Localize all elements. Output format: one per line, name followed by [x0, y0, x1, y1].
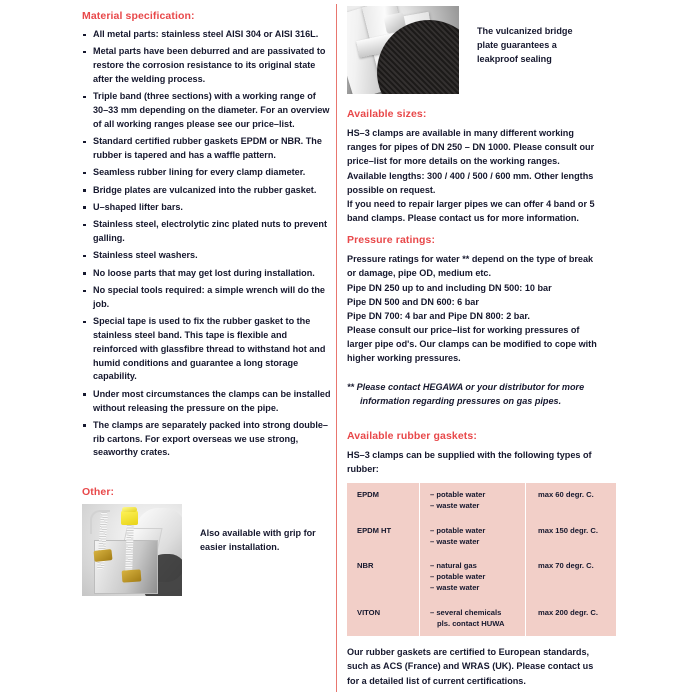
list-item: All metal parts: stainless steel AISI 304 or AISI 316L.	[82, 28, 332, 42]
list-item: Special tape is used to fix the rubber gasket to the stainless steel band. This tape is flexible and reinforced with glassfibre thread to withstand hot and humid conditions and guarantee a long storage capability.	[82, 315, 332, 384]
yellow-cap-icon	[121, 510, 138, 525]
gasket-use: – potable water	[430, 572, 486, 582]
bridge-plate-caption: The vulcanized bridge plate guarantees a leakproof sealing	[477, 26, 573, 65]
gasket-uses	[420, 519, 526, 555]
certifications-footer: Our rubber gaskets are certified to European standards, such as ACS (France) and WRAS (UK). Please contact us for a detailed list of current certifications.	[347, 647, 594, 686]
left-column	[82, 10, 332, 596]
table-row	[347, 601, 616, 637]
gasket-type: NBR	[347, 554, 420, 600]
vulcanized-bridge-plate-photo	[347, 6, 459, 94]
available-sizes-paragraph: HS–3 clamps are available in many different working ranges for pipes of DN 250 – DN 1000. Please consult our price–list for more details on the working ranges. Available lengths: 300 / 400 / 500 / 600 mm. Other lengths possible on request.	[347, 128, 595, 195]
material-specification-list	[82, 28, 332, 460]
list-item: Stainless steel, electrolytic zinc plated nuts to prevent galling.	[82, 218, 332, 246]
gasket-uses	[420, 601, 526, 637]
list-item: U–shaped lifter bars.	[82, 201, 332, 215]
clamp-with-grip-photo	[82, 504, 182, 596]
gasket-use: – waste water	[430, 536, 480, 546]
right-column	[347, 6, 597, 688]
list-item: Under most circumstances the clamps can be installed without releasing the pressure on the pipe.	[82, 388, 332, 416]
column-divider	[336, 4, 337, 692]
list-item: Metal parts have been deburred and are passivated to restore the corrosion resistance to its original state after the welding process.	[82, 45, 332, 86]
gasket-use: – potable water	[430, 525, 486, 535]
list-item: No special tools required: a simple wrench will do the job.	[82, 284, 332, 312]
table-row	[347, 554, 616, 600]
gasket-uses	[420, 483, 526, 519]
available-sizes-heading: Available sizes:	[347, 108, 427, 120]
list-item: Bridge plates are vulcanized into the rubber gasket.	[82, 184, 332, 198]
pressure-ratings-heading: Pressure ratings:	[347, 234, 436, 247]
available-rubber-gaskets-heading: Available rubber gaskets:	[347, 429, 477, 442]
pressure-ratings-paragraph: Pipe DN 700: 4 bar and Pipe DN 800: 2 bar.	[347, 310, 530, 321]
pressure-ratings-paragraph: Pressure ratings for water ** depend on the type of break or damage, pipe OD, medium etc.	[347, 254, 594, 279]
list-item: The clamps are separately packed into strong double–rib cartons. For export overseas we use strong, seaworthy crates.	[82, 419, 332, 460]
pressure-ratings-paragraph: Please consult our price–list for working pressures of larger pipe od's. Our clamps can be modified to cope with higher working pressures.	[347, 325, 597, 364]
available-sizes-paragraph: If you need to repair larger pipes we can offer 4 band or 5 band clamps. Please contact us for more information.	[347, 198, 595, 224]
pressure-ratings-paragraph: Pipe DN 250 up to and including DN 500: 10 bar	[347, 282, 552, 293]
gasket-use: pls. contact HUWA	[437, 618, 505, 628]
gasket-use: – several chemicals	[430, 607, 502, 617]
bridge-plate-photo-row	[347, 6, 597, 94]
gasket-uses	[420, 554, 526, 600]
other-photo-caption: Also available with grip for easier installation.	[200, 527, 316, 552]
gasket-type: VITON	[347, 601, 420, 637]
list-item: Standard certified rubber gaskets EPDM or NBR. The rubber is tapered and has a waffle pattern.	[82, 135, 332, 163]
table-row	[347, 519, 616, 555]
gas-pipes-footnote: ** Please contact HEGAWA or your distributor for more information regarding pressures on gas pipes.	[347, 381, 585, 406]
gasket-use: – potable water	[430, 490, 486, 500]
gasket-temperature: max 70 degr. C.	[526, 554, 617, 600]
gasket-type: EPDM HT	[347, 519, 420, 555]
pressure-ratings-paragraph: Pipe DN 500 and DN 600: 6 bar	[347, 296, 479, 307]
gasket-temperature: max 200 degr. C.	[526, 601, 617, 637]
other-heading: Other:	[82, 485, 115, 498]
table-row	[347, 483, 616, 519]
rubber-gaskets-intro: HS–3 clamps can be supplied with the following types of rubber:	[347, 449, 592, 475]
gasket-use: – natural gas	[430, 561, 477, 571]
list-item: Triple band (three sections) with a working range of 30–33 mm depending on the diameter. For an overview of all working ranges please see our price–list.	[82, 90, 332, 131]
list-item: No loose parts that may get lost during installation.	[82, 267, 332, 281]
material-specification-heading: Material specification:	[82, 10, 195, 22]
rubber-gaskets-table	[347, 483, 616, 636]
list-item: Stainless steel washers.	[82, 249, 332, 263]
other-photo-row	[82, 504, 332, 596]
gasket-use: – waste water	[430, 582, 480, 592]
gasket-type: EPDM	[347, 483, 420, 519]
gasket-temperature: max 60 degr. C.	[526, 483, 617, 519]
gasket-use: – waste water	[430, 501, 480, 511]
list-item: Seamless rubber lining for every clamp diameter.	[82, 166, 332, 180]
gasket-temperature: max 150 degr. C.	[526, 519, 617, 555]
